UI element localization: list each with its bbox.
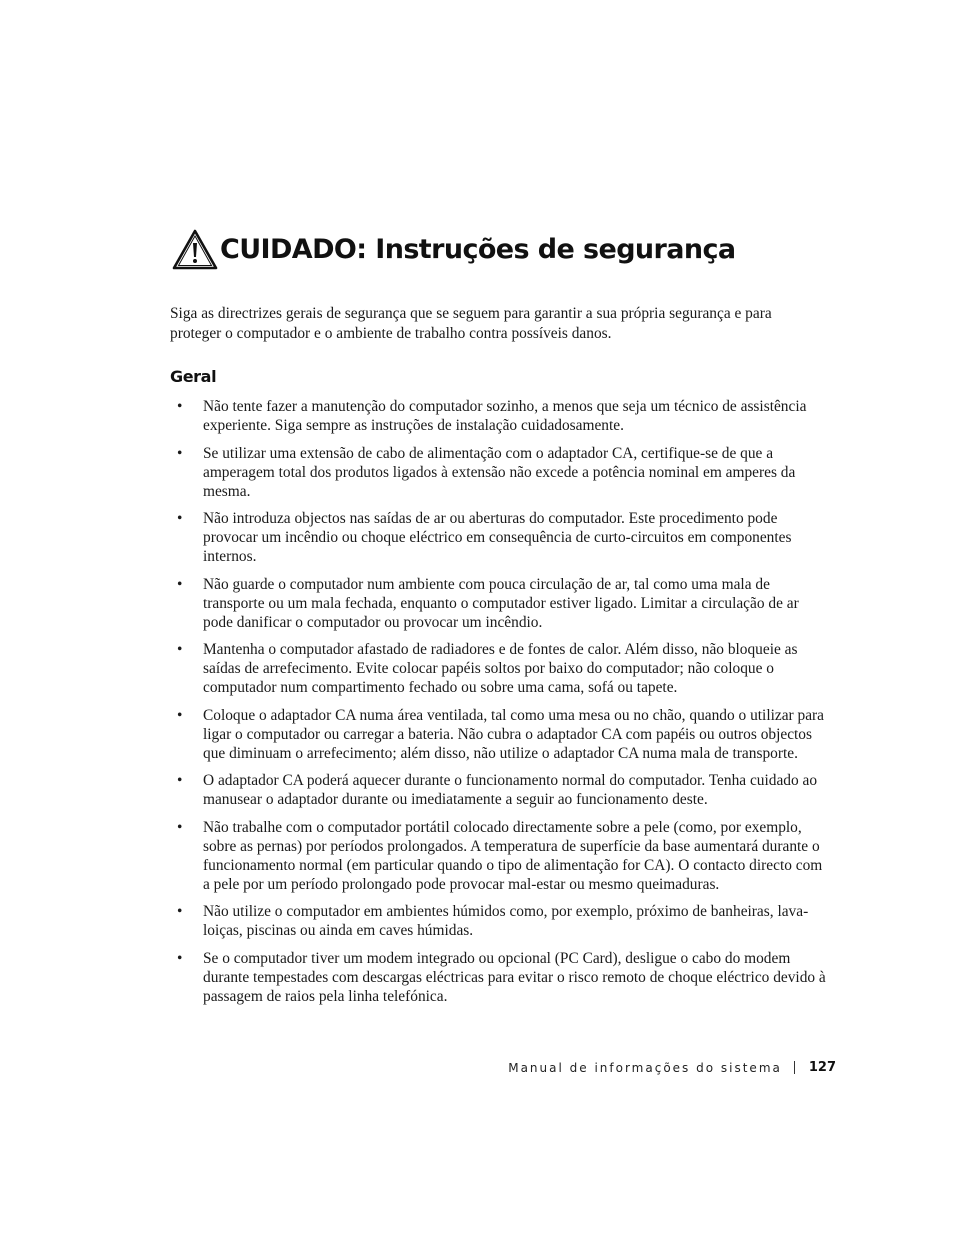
bullet-icon: •	[177, 444, 183, 462]
list-item-text: Não utilize o computador em ambientes húmidos como, por exemplo, próximo de banheiras, lava-loiças, piscinas ou ainda em caves húmidas.	[203, 903, 809, 939]
page-number: 127	[808, 1060, 836, 1075]
list-item	[172, 575, 828, 632]
safety-bullet-list	[172, 397, 828, 1014]
list-item-text: O adaptador CA poderá aquecer durante o funcionamento normal do computador. Tenha cuidado ao manusear o adaptador durante ou imediatamente a seguir ao funcionamento deste.	[203, 772, 818, 808]
bullet-icon: •	[177, 641, 183, 658]
list-item-text: Se utilizar uma extensão de cabo de alimentação com o adaptador CA, certifique-se de que a amperagem total dos produtos ligados à extensão não excede a potência nominal em amperes da mesma.	[203, 444, 796, 500]
section-heading-geral: Geral	[170, 367, 217, 386]
bullet-icon: •	[177, 949, 183, 967]
title-row	[172, 228, 736, 272]
bullet-icon: •	[177, 575, 183, 593]
list-item-text: Mantenha o computador afastado de radiadores e de fontes de calor. Além disso, não bloqueie as saídas de arrefecimento. Evite colocar papéis soltos por baixo do computador; não coloque o computador num compartimento fechado ou sobre uma cama, sofá ou tapete.	[203, 641, 798, 696]
list-item	[172, 949, 828, 1006]
list-item-text: Não trabalhe com o computador portátil colocado directamente sobre a pele (como, por exemplo, sobre as pernas) por períodos prolongados. A temperatura de superfície da base aumentará durante o funcionamento normal (em particular quando o tipo de alimentação for CA). O contacto directo com a pele por um período prolongado pode provocar mal-estar ou mesmo queimaduras.	[203, 818, 823, 893]
bullet-icon: •	[177, 706, 183, 724]
list-item	[172, 444, 828, 501]
bullet-icon: •	[177, 398, 183, 415]
list-item-text: Não introduza objectos nas saídas de ar ou aberturas do computador. Este procedimento pode provocar um incêndio ou choque eléctrico em consequência de curto-circuitos em componentes internos.	[203, 510, 792, 565]
list-item	[172, 771, 828, 809]
warning-triangle-icon	[172, 229, 218, 271]
list-item	[172, 902, 828, 940]
intro-paragraph: Siga as directrizes gerais de segurança que se seguem para garantir a sua própria segurança e para proteger o computador e o ambiente de trabalho contra possíveis danos.	[170, 305, 772, 342]
list-item-text: Não guarde o computador num ambiente com pouca circulação de ar, tal como uma mala de transporte ou um mala fechada, enquanto o computador estiver ligado. Limitar a circulação de ar pode danificar o computador ou provocar um incêndio.	[203, 575, 799, 631]
list-item	[172, 509, 828, 566]
bullet-icon: •	[177, 510, 183, 527]
list-item-text: Não tente fazer a manutenção do computador sozinho, a menos que seja um técnico de assistência experiente. Siga sempre as instruções de instalação cuidadosamente.	[203, 398, 807, 434]
page-footer	[508, 1060, 836, 1075]
page-title: CUIDADO: Instruções de segurança	[220, 234, 736, 265]
bullet-icon: •	[177, 772, 183, 789]
bullet-icon: •	[177, 818, 183, 836]
list-item	[172, 397, 828, 435]
list-item-text: Se o computador tiver um modem integrado ou opcional (PC Card), desligue o cabo do modem durante tempestades com descargas eléctricas para evitar o risco remoto de choque eléctrico devido à passagem de raios pela linha telefónica.	[203, 949, 826, 1005]
footer-manual-name: Manual de informações do sistema	[508, 1060, 782, 1075]
list-item	[172, 640, 828, 697]
list-item	[172, 706, 828, 763]
list-item	[172, 818, 828, 894]
footer-divider	[794, 1061, 795, 1074]
list-item-text: Coloque o adaptador CA numa área ventilada, tal como uma mesa ou no chão, quando o utilizar para ligar o computador ou carregar a bateria. Não cubra o adaptador CA com papéis ou outros objectos que diminuam o arrefecimento; além disso, não utilize o adaptador CA numa mala de transporte.	[203, 706, 824, 762]
bullet-icon: •	[177, 903, 183, 920]
